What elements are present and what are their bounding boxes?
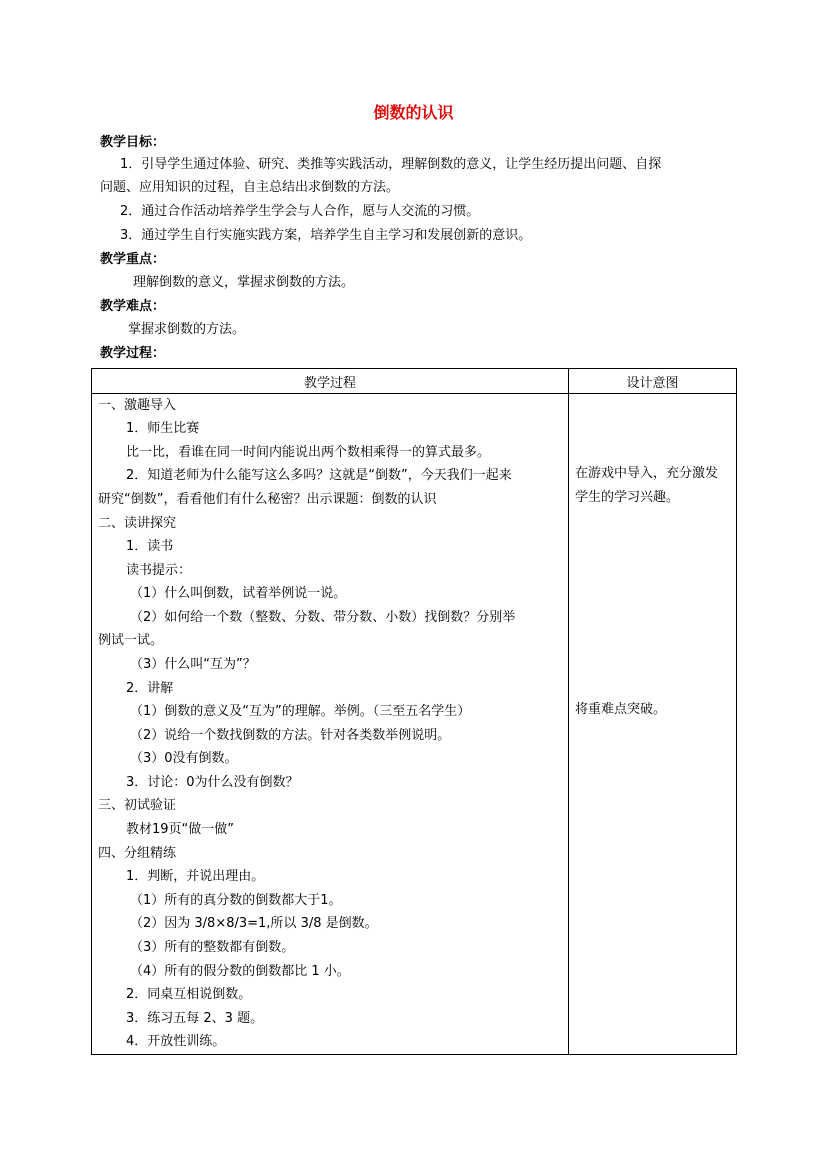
process-line: 一、激趣导入 bbox=[98, 398, 177, 413]
goals-heading: 教学目标： bbox=[100, 135, 166, 150]
process-line: 读书提示： bbox=[126, 563, 192, 578]
process-line: （3）所有的整数都有倒数。 bbox=[130, 940, 295, 955]
process-line: （2）如何给一个数（整数、分数、带分数、小数）找倒数？分别举 bbox=[130, 610, 516, 625]
difficulty-text: 掌握求倒数的方法。 bbox=[128, 322, 246, 337]
process-line: （2）因为 3/8×8/3=1,所以 3/8 是倒数。 bbox=[130, 916, 378, 931]
process-line: （1）所有的真分数的倒数都大于1。 bbox=[130, 893, 342, 908]
process-line: 研究“倒数”，看看他们有什么秘密？出示课题：倒数的认识 bbox=[98, 492, 437, 507]
intent-cell bbox=[569, 394, 737, 1055]
process-line: （1）倒数的意义及“互为”的理解。举例。（三至五名学生） bbox=[130, 704, 471, 719]
key-text: 理解倒数的意义，掌握求倒数的方法。 bbox=[133, 275, 355, 290]
process-line: （3）什么叫“互为”？ bbox=[130, 657, 256, 672]
goal-line-1: 1．引导学生通过体验、研究、类推等实践活动，理解倒数的意义，让学生经历提出问题、自探 bbox=[120, 157, 662, 172]
process-line: 二、读讲探究 bbox=[98, 516, 177, 531]
goal-line-3: 2．通过合作活动培养学生学会与人合作，愿与人交流的习惯。 bbox=[120, 204, 480, 219]
header-process: 教学过程 bbox=[92, 369, 569, 394]
process-line: （3）0没有倒数。 bbox=[130, 751, 238, 766]
process-line: （2）说给一个数找倒数的方法。针对各类数举例说明。 bbox=[130, 728, 451, 743]
page-title: 倒数的认识 bbox=[373, 103, 454, 122]
table-header-row bbox=[92, 369, 737, 394]
process-line: （1）什么叫倒数，试着举例说一说。 bbox=[130, 586, 347, 601]
process-line: 三、初试验证 bbox=[98, 798, 177, 813]
process-table bbox=[91, 368, 737, 1055]
process-line: 2．讲解 bbox=[126, 681, 174, 696]
process-line: 比一比，看谁在同一时间内能说出两个数相乘得一的算式最多。 bbox=[126, 445, 491, 460]
table-body-row bbox=[92, 394, 737, 1055]
process-line: 1．师生比赛 bbox=[126, 421, 200, 436]
process-line: 1．判断，并说出理由。 bbox=[126, 869, 265, 884]
goal-line-2: 问题、应用知识的过程，自主总结出求倒数的方法。 bbox=[100, 180, 400, 195]
process-line: 1．读书 bbox=[126, 539, 174, 554]
key-heading: 教学重点： bbox=[100, 252, 166, 267]
process-line: 3．讨论：0为什么没有倒数？ bbox=[126, 775, 299, 790]
process-line: 例试一试。 bbox=[98, 633, 164, 648]
process-line: 4．开放性训练。 bbox=[126, 1034, 226, 1049]
header-intent: 设计意图 bbox=[569, 369, 737, 394]
intent-line-1: 在游戏中导入，充分激发 bbox=[575, 466, 719, 481]
process-cell bbox=[92, 394, 569, 1055]
process-line: 2．知道老师为什么能写这么多吗？这就是“倒数”，今天我们一起来 bbox=[126, 468, 512, 483]
process-heading: 教学过程： bbox=[100, 346, 166, 361]
process-line: 四、分组精练 bbox=[98, 846, 177, 861]
goal-line-4: 3．通过学生自行实施实践方案，培养学生自主学习和发展创新的意识。 bbox=[120, 228, 532, 243]
intent-line-3: 将重难点突破。 bbox=[575, 702, 667, 717]
difficulty-heading: 教学难点： bbox=[100, 299, 166, 314]
process-line: （4）所有的假分数的倒数都比 1 小。 bbox=[130, 964, 350, 979]
intent-line-2: 学生的学习兴趣。 bbox=[575, 490, 680, 505]
process-line: 2．同桌互相说倒数。 bbox=[126, 987, 252, 1002]
process-line: 3．练习五每 2、3 题。 bbox=[126, 1011, 264, 1026]
process-line: 教材19页“做一做” bbox=[126, 822, 235, 837]
